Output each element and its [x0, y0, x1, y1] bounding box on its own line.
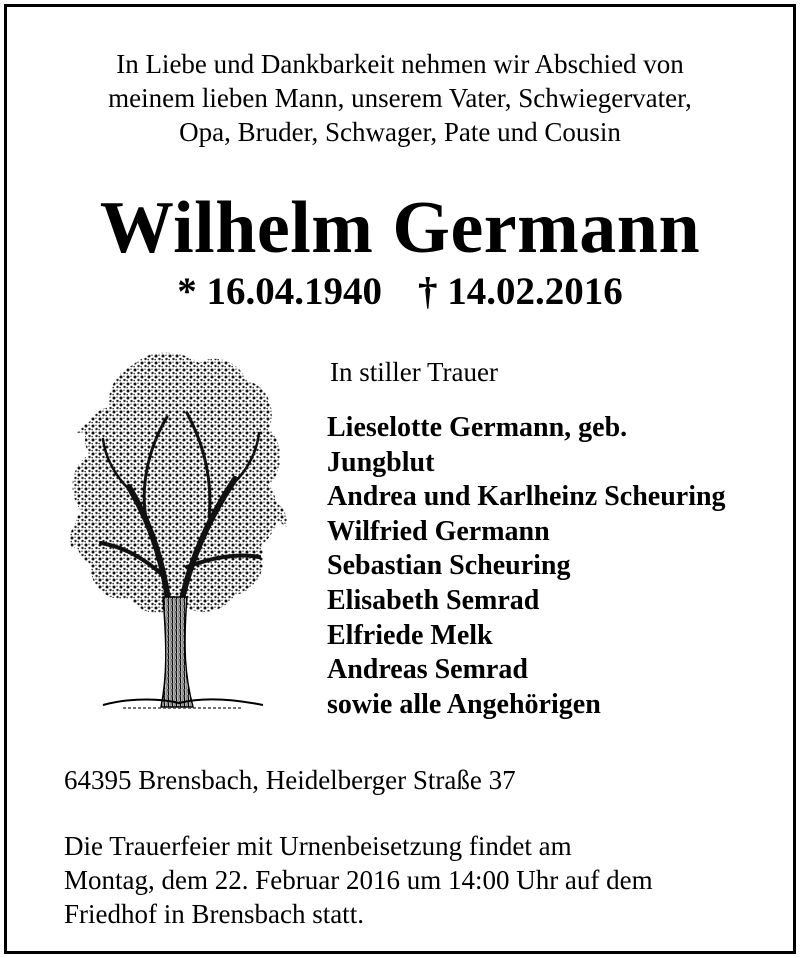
list-item: Wilfried Germann: [327, 515, 550, 547]
life-dates: [7, 269, 793, 315]
list-item: Andrea und Karlheinz Scheuring: [327, 481, 726, 513]
list-item: Elfriede Melk: [327, 619, 493, 651]
deceased-name: Wilhelm Germann: [99, 187, 701, 269]
list-item: Elisabeth Semrad: [327, 584, 540, 616]
tree-icon: [63, 347, 293, 709]
intro-text: [7, 47, 793, 149]
service-line: Friedhof in Brensbach statt.: [64, 899, 364, 929]
tree-trunk: [161, 597, 193, 707]
mourners-list: [327, 411, 787, 722]
service-line: Die Trauerfeier mit Urnenbeisetzung findet am: [64, 831, 572, 861]
family-address: 64395 Brensbach, Heidelberger Straße 37: [64, 765, 516, 795]
death-date: † 14.02.2016: [418, 270, 623, 313]
list-item: Sebastian Scheuring: [327, 550, 571, 582]
mourning-heading: In stiller Trauer: [330, 357, 498, 387]
service-line: Montag, dem 22. Februar 2016 um 14:00 Uhr auf dem: [64, 865, 653, 895]
obituary-notice: [4, 4, 796, 954]
funeral-service-info: [64, 829, 784, 931]
intro-line: Opa, Bruder, Schwager, Pate und Cousin: [179, 117, 621, 147]
list-item: Lieselotte Germann, geb.: [327, 412, 628, 443]
list-item: Andreas Semrad: [327, 654, 528, 686]
intro-line: In Liebe und Dankbarkeit nehmen wir Abschied von: [116, 49, 684, 79]
list-item: Jungblut: [327, 446, 435, 478]
list-item: sowie alle Angehörigen: [327, 688, 601, 720]
tree-canopy: [70, 353, 287, 614]
intro-line: meinem lieben Mann, unserem Vater, Schwiegervater,: [108, 83, 692, 113]
birth-date: * 16.04.1940: [177, 270, 382, 313]
